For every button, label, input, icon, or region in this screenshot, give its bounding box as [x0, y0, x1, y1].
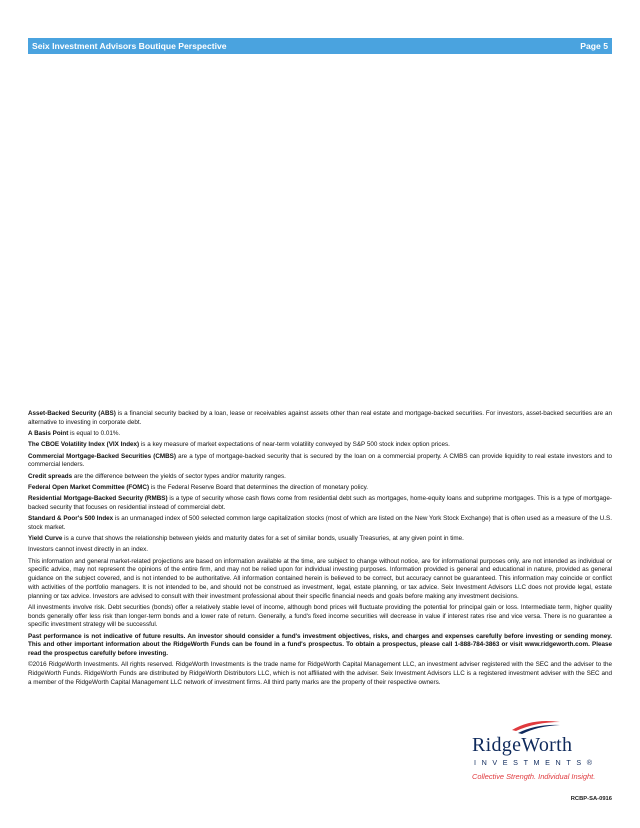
logo-name: RidgeWorth — [472, 734, 573, 756]
page-header — [28, 38, 612, 54]
definition-term: The CBOE Volatility Index (VIX Index) — [28, 441, 140, 449]
header-title: Seix Investment Advisors Boutique Perspective — [32, 41, 227, 51]
risk-disclaimer: All investments involve risk. Debt securities (bonds) offer a relatively stable level of income, although bond prices will fluctuate providing the potential for principal gain or loss. Intermediate term, higher quality bonds generally offer less risk than longer-term bonds and a lower rate of return. Generally, a fund's fixed income securities will decrease in value if interest rates rise and vice versa. There is no guarantee a specific investment strategy will be successful. — [28, 603, 612, 629]
definition-text: is a type of security whose cash flows come from residential debt such as mortgages, home-equity loans and subprime mortgages. This is a type of mortgage-backed security that focuses on residential instead of commercial debt. — [28, 495, 612, 511]
definition-term: Commercial Mortgage-Backed Securities (CMBS) — [28, 452, 176, 460]
past-performance-disclaimer — [28, 633, 612, 659]
info-disclaimer: This information and general market-related projections are based on information available at the time, are subject to change without notice, are for informational purposes only, are not intended as individual or specific advice, may not represent the opinions of the entire firm, and may not be relied upon for individual investing purposes. Information provided is general and educational in nature, provided as general guidance on the subject covered, and is not intended to be authoritative. All information contained herein is believed to be correct, but accuracy cannot be guaranteed. This information may coincide or conflict with activities of the portfolio managers. It is not intended to be, and should not be construed as investment, legal, estate planning, or tax advice. Seix Investment Advisors LLC does not provide legal, estate planning or tax advice. Investors are advised to consult with their investment professional about their specific financial needs and goals before making any investment decisions. — [28, 557, 612, 600]
definition — [28, 410, 612, 427]
definition — [28, 515, 612, 532]
definition-text: is a key measure of market expectations of near-term volatility conveyed by S&P 500 stock index option prices. — [139, 441, 450, 449]
ridgeworth-swoosh-icon — [502, 720, 562, 734]
definition-term: Federal Open Market Committee (FOMC) — [28, 483, 150, 491]
definition-term: Residential Mortgage-Backed Security (RMBS) — [28, 495, 168, 503]
definition-term: Standard & Poor's 500 Index — [28, 515, 114, 523]
logo-tagline: Collective Strength. Individual Insight. — [472, 772, 596, 781]
definition-term: Yield Curve — [28, 535, 63, 543]
definition-term: Credit spreads — [28, 472, 73, 480]
definition — [28, 495, 612, 512]
definition — [28, 453, 612, 470]
definition-term: A Basis Point — [28, 430, 69, 437]
definition-text: are a type of mortgage-backed security that is secured by the loan on a commercial property. A CMBS can provide liquidity to real estate investors and to commercial lenders. — [28, 452, 613, 469]
definition — [28, 535, 612, 544]
logo-subtitle: INVESTMENTS® — [474, 758, 598, 767]
definition-text: is the Federal Reserve Board that determines the direction of monetary policy. — [149, 483, 369, 491]
definition-text: is a curve that shows the relationship between yields and maturity dates for a set of similar bonds, usually Treasuries, at any given point in time. — [62, 535, 464, 543]
definition-text: are the difference between the yields of sector types and/or maturity ranges. — [72, 472, 286, 480]
disclosures-body — [28, 410, 612, 690]
index-disclaimer: Investors cannot invest directly in an index. — [28, 546, 149, 554]
past-performance-text: Past performance is not indicative of future results. An investor should consider a fund's investment objectives, risks, and charges and expenses carefully before investing or sending money. This and other important information about the RidgeWorth Funds can be found in a fund's prospectus. To obtain a prospectus, please call 1-888-784-3863 or visit www.ridgeworth.com. Please read the prospectus carefully before investing. — [28, 632, 612, 657]
definition — [28, 430, 612, 439]
definition-text: is equal to 0.01%. — [68, 430, 121, 437]
ridgeworth-logo — [470, 720, 620, 786]
document-code: RCBP-SA-0916 — [570, 796, 612, 802]
definition-text: is a financial security backed by a loan, lease or receivables against assets other than real estate and mortgage-backed securities. For investors, asset-backed securities are an alternative to investing in corporate debt. — [28, 410, 612, 426]
definition — [28, 484, 612, 493]
copyright-notice: ©2016 RidgeWorth Investments. All rights reserved. RidgeWorth Investments is the trade name for RidgeWorth Capital Management LLC, an investment adviser registered with the SEC and the adviser to the RidgeWorth Funds. RidgeWorth Funds are distributed by RidgeWorth Distributors LLC, which is not affiliated with the adviser. Seix Investment Advisors LLC is a registered investment adviser with the SEC and a member of the RidgeWorth Capital Management LLC network of investment firms. All third party marks are the property of their respective owners. — [28, 661, 612, 686]
definition — [28, 441, 612, 450]
definition-text: is an unmanaged index of 500 selected common large capitalization stocks (most of which are listed on the New York Stock Exchange) that is often used as a measure of the U.S. stock market. — [28, 515, 612, 531]
page-number: Page 5 — [580, 41, 608, 51]
definition-term: Asset-Backed Security (ABS) — [28, 410, 116, 417]
definition — [28, 473, 612, 482]
